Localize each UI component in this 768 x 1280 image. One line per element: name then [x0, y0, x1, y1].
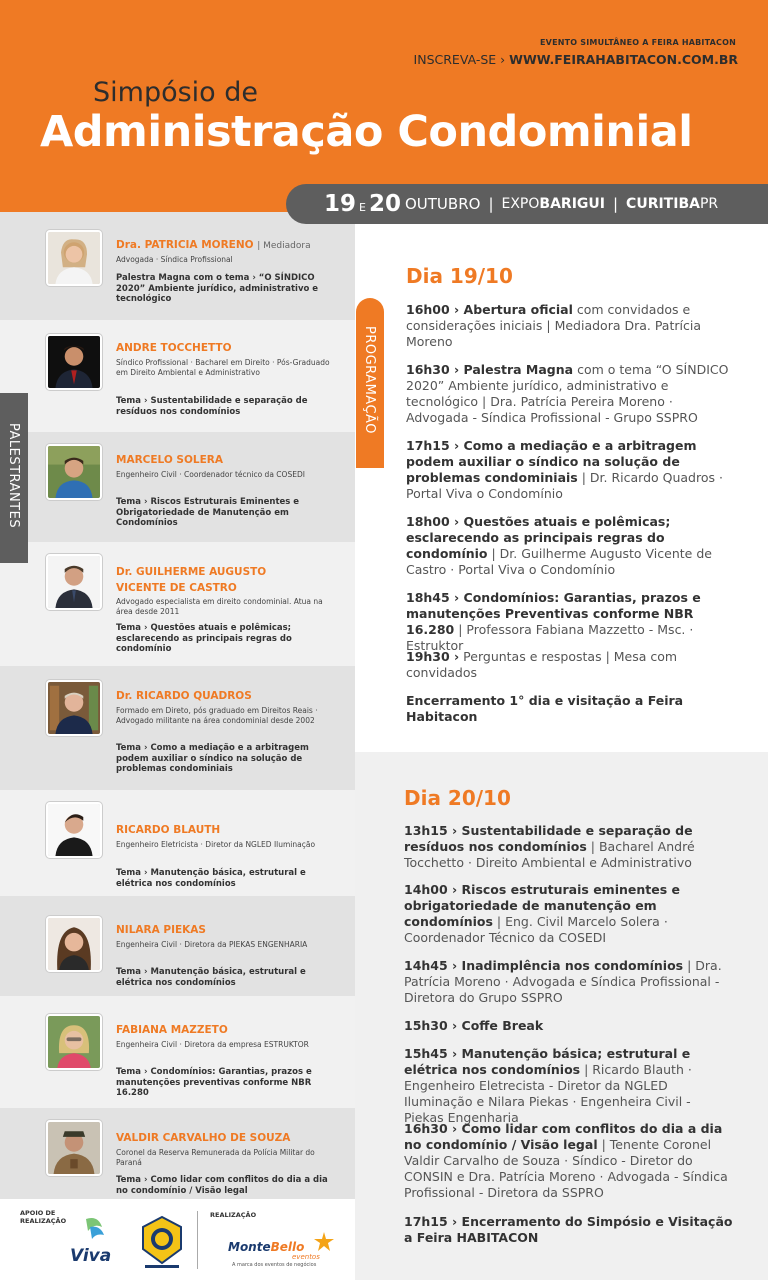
speaker-description: Engenheira Civil · Diretora da PIEKAS ENGENHARIA	[116, 940, 308, 949]
day2-title: Dia 20/10	[404, 786, 511, 810]
schedule-detail: com o tema “O SÍNDICO 2020” Ambiente jurídico, administrativo e tecnológico | Dra. Patrícia Pereira Moreno · Advogada - Síndica Profissional - Grupo SSPRO	[406, 362, 729, 425]
schedule-item	[406, 590, 736, 654]
portrait-icon	[48, 682, 100, 734]
schedule-item	[406, 649, 736, 681]
speaker-photo	[46, 230, 102, 286]
schedule-detail: com convidados e considerações iniciais | Mediadora Dra. Patrícia Moreno	[406, 302, 701, 349]
mb-part1: Monte	[228, 1240, 271, 1254]
speaker-photo	[46, 1014, 102, 1070]
speakers-label	[0, 393, 28, 563]
date-conj: E	[359, 200, 366, 214]
mb-sub: eventos	[292, 1253, 320, 1261]
speaker-photo	[46, 680, 102, 736]
register-link[interactable]	[414, 52, 738, 67]
schedule-detail: | Dr. Guilherme Augusto Vicente de Castro · Portal Viva o Condomínio	[406, 546, 712, 577]
register-url[interactable]: WWW.FEIRAHABITACON.COM.BR	[509, 52, 738, 67]
support-label: APOIO DE REALIZAÇÃO	[20, 1209, 67, 1225]
separator: |	[612, 195, 619, 213]
speaker-name: NILARA PIEKAS	[116, 924, 206, 936]
schedule-item	[406, 514, 736, 578]
schedule-item	[404, 1121, 734, 1201]
speaker-role: | Mediadora	[257, 241, 311, 251]
speaker-name: ANDRE TOCCHETTO	[116, 342, 232, 354]
speaker-name: FABIANA MAZZETO	[116, 1024, 228, 1036]
speaker-card	[0, 542, 355, 666]
schedule-detail: | Ricardo Blauth · Engenheiro Eletrecista - Diretor da NGLED Iluminação e Nilara Piekas · Engenheira Civil - Piekas Engenharia	[404, 1062, 692, 1125]
speaker-description: Engenheira Civil · Diretora da empresa ESTRUKTOR	[116, 1040, 309, 1049]
portrait-icon	[48, 918, 100, 970]
day1-title: Dia 19/10	[406, 264, 513, 288]
schedule-detail: | Professora Fabiana Mazzetto - Msc. · Estruktor	[406, 622, 694, 653]
speaker-name: RICARDO BLAUTH	[116, 824, 221, 836]
speakers-label-text: PALESTRANTES	[6, 423, 21, 529]
speaker-theme: Tema › Questões atuais e polêmicas; esclarecendo as principais regras do condomínio	[116, 623, 292, 654]
speaker-description: Engenheiro Civil · Coordenador técnico da COSEDI	[116, 470, 305, 479]
schedule-detail: | Bacharel André Tocchetto · Direito Ambiental e Administrativo	[404, 839, 695, 870]
footer-logos	[0, 1199, 355, 1280]
speaker-name: MARCELO SOLERA	[116, 454, 223, 466]
speaker-photo	[46, 334, 102, 390]
speaker-description: Síndico Profissional · Bacharel em Direito · Pós-Graduado em Direito Ambiental e Administrativo	[116, 358, 330, 377]
speaker-theme: Palestra Magna com o tema › “O SÍNDICO 2020” Ambiente jurídico, administrativo e tecnológico	[116, 273, 319, 304]
city-bold: CURITIBA	[626, 196, 700, 212]
speaker-card	[0, 896, 355, 996]
schedule-time-topic: 17h15 › Como a mediação e a arbitragem podem auxiliar o síndico na solução de problemas condominiais	[406, 438, 697, 485]
speaker-role-text: Mediadora	[263, 241, 311, 251]
portrait-icon	[48, 804, 100, 856]
city	[626, 196, 718, 212]
speaker-description: Advogado especialista em direito condominial. Atua na área desde 2011	[116, 597, 323, 616]
speaker-photo	[46, 554, 102, 610]
venue-bold: BARIGUI	[539, 196, 605, 212]
schedule-time-topic: 16h30 › Palestra Magna	[406, 362, 574, 377]
speaker-description: Formado em Direto, pós graduado em Direitos Reais · Advogado militante na área condominial desde 2002	[116, 706, 318, 725]
schedule-item	[406, 438, 736, 502]
speaker-photo	[46, 916, 102, 972]
program-label	[356, 298, 384, 468]
speaker-card	[0, 1108, 355, 1199]
speaker-theme: Tema › Condomínios: Garantias, prazos e manutenções preventivas conforme NBR 16.280	[116, 1067, 312, 1098]
sindico-seal-icon	[137, 1213, 187, 1269]
schedule-detail: Perguntas e respostas | Mesa com convidados	[406, 649, 678, 680]
speaker-name: Dr. RICARDO QUADROS	[116, 690, 252, 702]
header-banner	[0, 0, 768, 212]
speaker-name: VALDIR CARVALHO DE SOUZA	[116, 1132, 291, 1144]
schedule-detail: | Dra. Patrícia Moreno · Advogada e Síndica Profissional - Diretora do Grupo SSPRO	[404, 958, 722, 1005]
schedule-detail: | Dr. Ricardo Quadros · Portal Viva o Condomínio	[406, 470, 723, 501]
schedule-time-topic: 18h00 › Questões atuais e polêmicas; esclarecendo as principais regras do condomínio	[406, 514, 671, 561]
event-note: EVENTO SIMULTÂNEO A FEIRA HABITACON	[540, 38, 736, 47]
program-label-text: PROGRAMAÇÃO	[362, 326, 377, 434]
speaker-theme: Tema › Manutenção básica, estrutural e elétrica nos condomínios	[116, 967, 306, 988]
schedule-item	[406, 362, 736, 426]
program-gutter-lower	[355, 752, 384, 1280]
portrait-icon	[48, 232, 100, 284]
viva-logo-icon	[64, 1213, 124, 1269]
page-title: Administração Condominial	[40, 107, 693, 157]
speakers-column	[0, 212, 355, 1199]
venue	[502, 196, 605, 212]
schedule-detail: | Eng. Civil Marcelo Solera · Coordenador Técnico da COSEDI	[404, 914, 668, 945]
speaker-name: Dr. GUILHERME AUGUSTO VICENTE DE CASTRO	[116, 566, 267, 594]
date-month: OUTUBRO	[404, 195, 481, 213]
schedule-time-topic: 15h45 › Manutenção básica; estrutural e elétrica nos condomínios	[404, 1046, 691, 1077]
speaker-card	[0, 320, 355, 432]
schedule-time-topic: 16h30 › Como lidar com conflitos do dia a dia no condomínio / Visão legal	[404, 1121, 723, 1152]
speaker-photo	[46, 802, 102, 858]
speaker-theme: Tema › Como a mediação e a arbitragem podem auxiliar o síndico na solução de problemas condominiais	[116, 743, 309, 774]
speaker-card	[0, 996, 355, 1108]
portrait-icon	[48, 446, 100, 498]
date-bar	[286, 184, 768, 224]
speaker-description: Coronel da Reserva Remunerada da Polícia Militar do Paraná	[116, 1148, 315, 1167]
speaker-name-text: Dra. PATRICIA MORENO	[116, 239, 254, 251]
schedule-item	[406, 302, 736, 350]
schedule-time-topic: Encerramento 1° dia e visitação a Feira Habitacon	[406, 693, 684, 724]
speaker-theme: Tema › Riscos Estruturais Eminentes e Obrigatoriedade de Manutenção em Condomínios	[116, 497, 300, 528]
speaker-theme: Tema › Como lidar com conflitos do dia a dia no condomínio / Visão legal	[116, 1175, 328, 1196]
speaker-theme: Tema › Manutenção básica, estrutural e elétrica nos condomínios	[116, 868, 306, 889]
viva-logo-text: Viva	[70, 1246, 112, 1266]
speaker-card	[0, 790, 355, 896]
speaker-card	[0, 432, 355, 542]
schedule-item	[404, 1046, 734, 1126]
schedule-time-topic: 13h15 › Sustentabilidade e separação de resíduos nos condomínios	[404, 823, 693, 854]
speaker-name	[116, 239, 311, 251]
schedule-item	[404, 958, 734, 1006]
mb-tagline: A marca dos eventos de negócios	[232, 1262, 317, 1268]
schedule-item	[404, 882, 734, 946]
schedule-item	[404, 1018, 734, 1034]
portrait-icon	[48, 556, 100, 608]
sun-star-icon	[313, 1231, 335, 1253]
speaker-photo	[46, 1120, 102, 1176]
venue-light: EXPO	[501, 196, 540, 212]
date-day1: 19	[324, 191, 357, 217]
schedule-time-topic: 14h45 › Inadimplência nos condomínios	[404, 958, 684, 973]
schedule-time-topic: 14h00 › Riscos estruturais eminentes e obrigatoriedade de manutenção em condomínios	[404, 882, 680, 929]
speaker-description: Advogada · Síndica Profissional	[116, 255, 233, 264]
portrait-icon	[48, 336, 100, 388]
portrait-icon	[48, 1016, 100, 1068]
speaker-card	[0, 212, 355, 320]
register-prefix: INSCREVA-SE ›	[413, 52, 506, 67]
state: PR	[699, 196, 719, 212]
montebello-logo	[228, 1240, 304, 1254]
speaker-theme: Tema › Sustentabilidade e separação de resíduos nos condomínios	[116, 396, 308, 417]
schedule-item	[406, 693, 736, 725]
footer-divider	[197, 1211, 198, 1269]
separator: |	[488, 195, 494, 213]
portrait-icon	[48, 1122, 100, 1174]
speaker-card	[0, 666, 355, 790]
schedule-time-topic: 19h30 ›	[406, 649, 460, 664]
speaker-description: Engenheiro Eletricista · Diretor da NGLED Iluminação	[116, 840, 316, 849]
schedule-time-topic: 16h00 › Abertura oficial	[406, 302, 573, 317]
realization-label: REALIZAÇÃO	[210, 1211, 257, 1219]
title-small: Simpósio de	[93, 77, 259, 108]
schedule-item	[404, 1214, 734, 1246]
schedule-time-topic: 17h15 › Encerramento do Simpósio e Visitação a Feira HABITACON	[404, 1214, 733, 1245]
schedule-detail: | Tenente Coronel Valdir Carvalho de Souza · Síndico - Diretor do CONSIN e Dra. Patrícia Moreno · Advogada - Síndica Profissional - Diretora da SSPRO	[404, 1137, 728, 1200]
speaker-photo	[46, 444, 102, 500]
schedule-item	[404, 823, 734, 871]
date-day2: 20	[368, 191, 401, 217]
schedule-time-topic: 15h30 › Coffe Break	[404, 1018, 544, 1033]
schedule-time-topic: 18h45 › Condomínios: Garantias, prazos e manutenções Preventivas conforme NBR 16.280	[406, 590, 701, 637]
mb-part2: Bello	[270, 1240, 305, 1254]
